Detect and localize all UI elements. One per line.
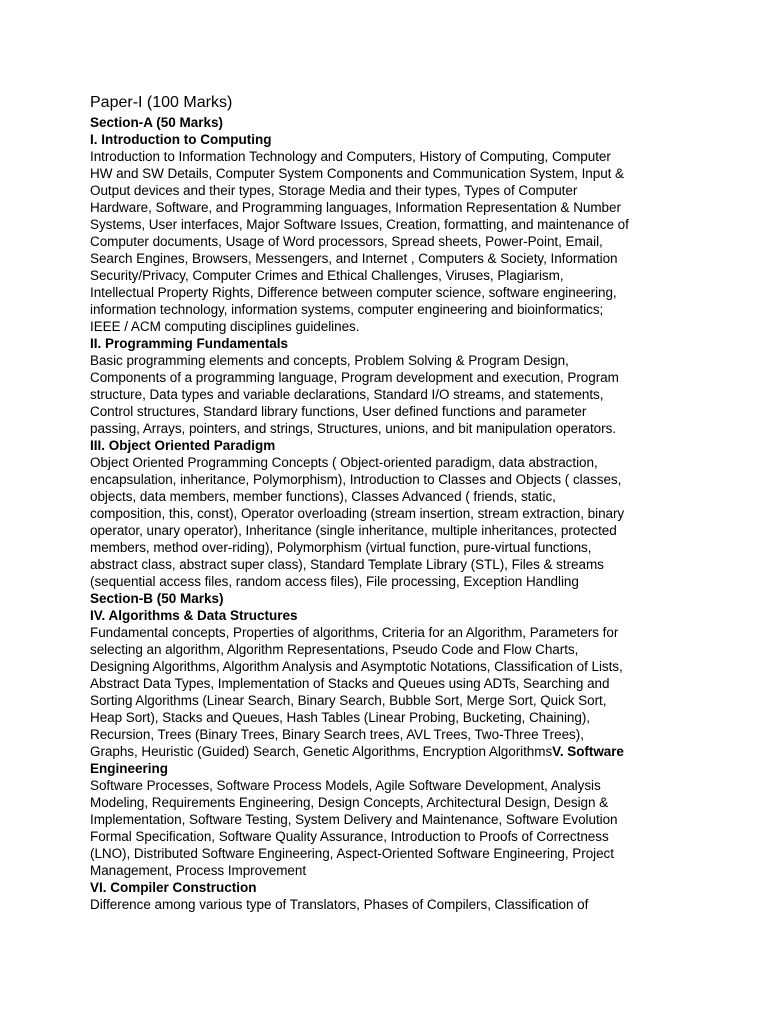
topic-1-heading: I. Introduction to Computing <box>90 132 272 147</box>
topic-2-heading: II. Programming Fundamentals <box>90 336 289 351</box>
topic-4-body-wrapper <box>90 624 680 760</box>
topic-3-heading: III. Object Oriented Paradigm <box>90 438 276 453</box>
topic-5-heading-part1: V. Software <box>552 744 624 759</box>
topic-3-body: Object Oriented Programming Concepts ( Object-oriented paradigm, data abstraction, encapsulation, inheritance, Polymorphism), Introduction to Classes and Objects ( classes, objects, data members, member functions), Classes Advanced ( friends, static, composition, this, const), Operator overloading (stream insertion, stream extraction, binary operator, unary operator), Inheritance (single inheritance, multiple inheritances, protected members, method over-riding), Polymorphism (virtual function, pure-virtual functions, abstract class, abstract super class), Standard Template Library (STL), Files & streams (sequential access files, random access files), File processing, Exception Handling <box>90 455 625 589</box>
topic-5-heading-part2: Engineering <box>90 761 169 776</box>
topic-4-body: Fundamental concepts, Properties of algorithms, Criteria for an Algorithm, Parameters for selecting an algorithm, Algorithm Representations, Pseudo Code and Flow Charts, Designing Algorithms, Algorithm Analysis and Asymptotic Notations, Classification of Lists, Abstract Data Types, Implementation of Stacks and Queues using ADTs, Searching and Sorting Algorithms (Linear Search, Binary Search, Bubble Sort, Merge Sort, Quick Sort, Heap Sort), Stacks and Queues, Hash Tables (Linear Probing, Bucketing, Chaining), Recursion, Trees (Binary Trees, Binary Search trees, AVL Trees, Two-Three Trees), Graphs, Heuristic (Guided) Search, Genetic Algorithms, Encryption Algorithms <box>90 625 623 759</box>
topic-1-body: Introduction to Information Technology and Computers, History of Computing, Computer HW and SW Details, Computer System Components and Communication System, Input & Output devices and their types, Storage Media and their types, Types of Computer Hardware, Software, and Programming languages, Information Representation & Number Systems, User interfaces, Major Software Issues, Creation, formatting, and maintenance of Computer documents, Usage of Word processors, Spread sheets, Power-Point, Email, Search Engines, Browsers, Messengers, and Internet , Computers & Society, Information Security/Privacy, Computer Crimes and Ethical Challenges, Viruses, Plagiarism, Intellectual Property Rights, Difference between computer science, software engineering, information technology, information systems, computer engineering and bioinformatics; IEEE / ACM computing disciplines guidelines. <box>90 149 629 334</box>
topic-2-body: Basic programming elements and concepts, Problem Solving & Program Design, Components of a programming language, Program development and execution, Program structure, Data types and variable declarations, Standard I/O streams, and statements, Control structures, Standard library functions, User defined functions and parameter passing, Arrays, pointers, and strings, Structures, unions, and bit manipulation operators. <box>90 353 619 436</box>
paper-title: Paper-I (100 Marks) <box>90 94 233 111</box>
section-b-heading: Section-B (50 Marks) <box>90 591 224 606</box>
topic-6-body: Difference among various type of Translators, Phases of Compilers, Classification of <box>90 897 589 912</box>
syllabus-document <box>90 92 680 913</box>
topic-6-heading: VI. Compiler Construction <box>90 880 257 895</box>
section-a-heading: Section-A (50 Marks) <box>90 115 224 130</box>
topic-5-body: Software Processes, Software Process Models, Agile Software Development, Analysis Modeling, Requirements Engineering, Design Concepts, Architectural Design, Design & Implementation, Software Testing, System Delivery and Maintenance, Software Evolution Formal Specification, Software Quality Assurance, Introduction to Proofs of Correctness (LNO), Distributed Software Engineering, Aspect-Oriented Software Engineering, Project Management, Process Improvement <box>90 778 618 878</box>
topic-4-heading: IV. Algorithms & Data Structures <box>90 608 298 623</box>
